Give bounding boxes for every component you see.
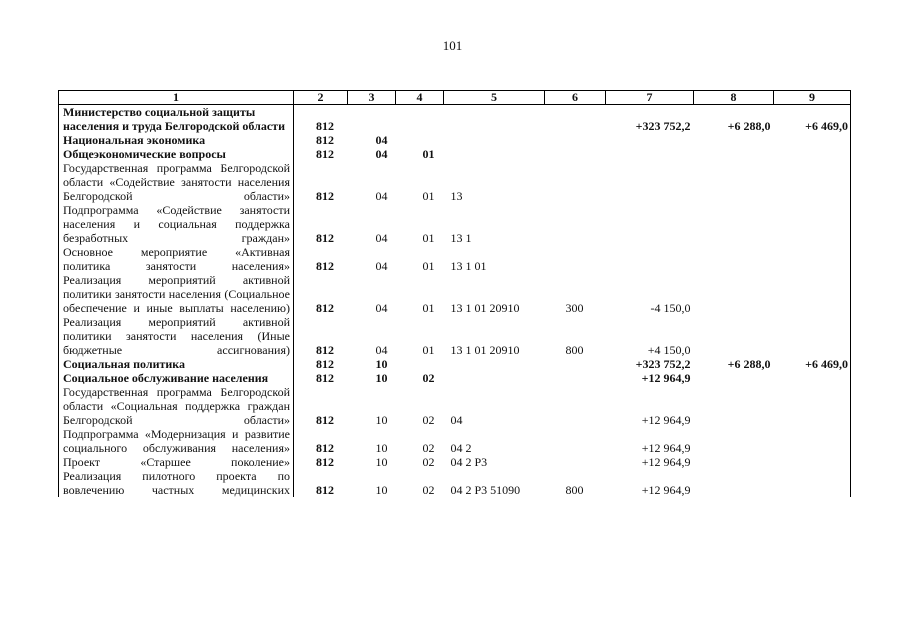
subsection-code-cell: 01: [422, 343, 435, 357]
subsection-code-cell: 02: [422, 371, 435, 385]
subsection-code-cell: 02: [422, 483, 435, 497]
target-article-cell: 04 2 Р3: [450, 455, 488, 469]
amount-cell-3: [774, 427, 851, 455]
amount-cell-3: [774, 203, 851, 245]
amount-cell-2: +6 288,0: [727, 357, 771, 371]
column-header: 5: [444, 91, 545, 105]
row-name-cell: Государственная программа Белгородской области «Содействие занятости населения Белгородской области»: [59, 161, 294, 203]
row-name-cell: Реализация пилотного проекта по вовлечению частных медицинских: [59, 469, 294, 497]
subsection-code-cell: 02: [422, 455, 435, 469]
column-header: 4: [396, 91, 444, 105]
table-body: [59, 105, 851, 498]
row-name-cell: Министерство социальной защиты населения и труда Белгородской области: [59, 105, 294, 134]
amount-cell: +323 752,2: [635, 357, 691, 371]
table-row: [59, 161, 851, 203]
section-code-cell: 10: [375, 441, 388, 455]
amount-cell: +12 964,9: [641, 413, 691, 427]
section-code-cell: 04: [375, 133, 388, 147]
amount-cell: -4 150,0: [650, 301, 691, 315]
amount-cell: [606, 133, 694, 147]
subsection-code-cell: 01: [422, 147, 435, 161]
expense-type-cell: [545, 133, 606, 147]
gr-code-cell: 812: [316, 413, 334, 427]
table-row: [59, 245, 851, 273]
row-name-cell: Реализация мероприятий активной политики занятости населения (Социальное обеспечение и иные выплаты населению): [59, 273, 294, 315]
gr-code-cell: 812: [316, 371, 334, 385]
gr-code-cell: 812: [316, 259, 334, 273]
column-header: 8: [694, 91, 774, 105]
expense-type-cell: [545, 385, 606, 427]
column-header: 7: [606, 91, 694, 105]
expense-type-cell: 800: [565, 343, 584, 357]
section-code-cell: 10: [375, 483, 388, 497]
amount-cell: [606, 147, 694, 161]
gr-code-cell: 812: [316, 189, 334, 203]
amount-cell: +12 964,9: [641, 441, 691, 455]
table-row: [59, 357, 851, 371]
gr-code-cell: 812: [316, 133, 334, 147]
column-header: 9: [774, 91, 851, 105]
column-header: 6: [545, 91, 606, 105]
table-row: [59, 133, 851, 147]
row-name-cell: Реализация мероприятий активной политики занятости населения (Иные бюджетные ассигнования): [59, 315, 294, 357]
amount-cell: +12 964,9: [641, 455, 691, 469]
expense-type-cell: 800: [565, 483, 584, 497]
expense-type-cell: 300: [565, 301, 584, 315]
expense-type-cell: [545, 203, 606, 245]
gr-code-cell: 812: [316, 483, 334, 497]
amount-cell-2: [694, 133, 774, 147]
section-code-cell: 04: [375, 259, 388, 273]
amount-cell-3: +6 469,0: [774, 105, 851, 134]
table-row: [59, 203, 851, 245]
table-row: [59, 385, 851, 427]
amount-cell-3: [774, 315, 851, 357]
amount-cell: +12 964,9: [641, 371, 691, 385]
row-name-cell: Государственная программа Белгородской области «Социальная поддержка граждан Белгородской области»: [59, 385, 294, 427]
gr-code-cell: 812: [316, 119, 334, 133]
budget-table: [58, 90, 851, 497]
amount-cell-3: [774, 245, 851, 273]
row-name-cell: Подпрограмма «Содействие занятости населения и социальная поддержка безработных граждан»: [59, 203, 294, 245]
amount-cell-2: [694, 147, 774, 161]
amount-cell-3: +6 469,0: [774, 357, 851, 371]
amount-cell-2: [694, 427, 774, 455]
row-name-cell: Проект «Старшее поколение»: [59, 455, 294, 469]
gr-code-cell: 812: [316, 147, 334, 161]
table-row: [59, 469, 851, 497]
expense-type-cell: [545, 455, 606, 469]
target-article-cell: [444, 371, 545, 385]
target-article-cell: 13 1 01 20910: [450, 301, 520, 315]
row-name-cell: Национальная экономика: [59, 133, 294, 147]
amount-cell: +323 752,2: [635, 119, 691, 133]
row-name-cell: Общеэкономические вопросы: [59, 147, 294, 161]
section-code-cell: 04: [375, 343, 388, 357]
subsection-code-cell: 01: [422, 259, 435, 273]
target-article-cell: [444, 357, 545, 371]
target-article-cell: 04: [450, 413, 463, 427]
subsection-code-cell: 02: [422, 413, 435, 427]
gr-code-cell: 812: [316, 343, 334, 357]
amount-cell-2: [694, 273, 774, 315]
amount-cell-3: [774, 455, 851, 469]
subsection-code-cell: 01: [422, 189, 435, 203]
gr-code-cell: 812: [316, 301, 334, 315]
section-code-cell: [348, 105, 396, 134]
amount-cell-3: [774, 147, 851, 161]
amount-cell-2: +6 288,0: [727, 119, 771, 133]
subsection-code-cell: [396, 133, 444, 147]
target-article-cell: 04 2: [450, 441, 472, 455]
gr-code-cell: 812: [316, 441, 334, 455]
target-article-cell: 13: [450, 189, 463, 203]
row-name-cell: Подпрограмма «Модернизация и развитие социального обслуживания населения»: [59, 427, 294, 455]
amount-cell-2: [694, 203, 774, 245]
subsection-code-cell: [396, 357, 444, 371]
subsection-code-cell: 02: [422, 441, 435, 455]
target-article-cell: [444, 105, 545, 134]
expense-type-cell: [545, 147, 606, 161]
column-header: 1: [59, 91, 294, 105]
target-article-cell: [444, 133, 545, 147]
table-row: [59, 427, 851, 455]
section-code-cell: 10: [375, 413, 388, 427]
table-row: [59, 147, 851, 161]
expense-type-cell: [545, 371, 606, 385]
section-code-cell: 04: [375, 301, 388, 315]
amount-cell-3: [774, 161, 851, 203]
target-article-cell: 13 1 01: [450, 259, 487, 273]
row-name-cell: Основное мероприятие «Активная политика занятости населения»: [59, 245, 294, 273]
amount-cell-2: [694, 371, 774, 385]
amount-cell-2: [694, 161, 774, 203]
expense-type-cell: [545, 427, 606, 455]
target-article-cell: 13 1 01 20910: [450, 343, 520, 357]
row-name-cell: Социальное обслуживание населения: [59, 371, 294, 385]
amount-cell-3: [774, 469, 851, 497]
expense-type-cell: [545, 105, 606, 134]
amount-cell-3: [774, 385, 851, 427]
table-header-row: [59, 91, 851, 105]
subsection-code-cell: 01: [422, 301, 435, 315]
section-code-cell: 10: [375, 455, 388, 469]
table-row: [59, 105, 851, 134]
gr-code-cell: 812: [316, 231, 334, 245]
section-code-cell: 04: [375, 231, 388, 245]
table-row: [59, 315, 851, 357]
amount-cell: [606, 203, 694, 245]
table-row: [59, 455, 851, 469]
table-row: [59, 371, 851, 385]
table-row: [59, 273, 851, 315]
expense-type-cell: [545, 357, 606, 371]
section-code-cell: 10: [375, 371, 388, 385]
target-article-cell: 04 2 Р3 51090: [450, 483, 521, 497]
column-header: 3: [348, 91, 396, 105]
expense-type-cell: [545, 161, 606, 203]
amount-cell: +12 964,9: [641, 483, 691, 497]
amount-cell-2: [694, 385, 774, 427]
amount-cell: +4 150,0: [647, 343, 691, 357]
target-article-cell: 13 1: [450, 231, 472, 245]
amount-cell-3: [774, 371, 851, 385]
amount-cell-2: [694, 245, 774, 273]
section-code-cell: 04: [375, 147, 388, 161]
subsection-code-cell: 01: [422, 231, 435, 245]
section-code-cell: 04: [375, 189, 388, 203]
section-code-cell: 10: [375, 357, 388, 371]
subsection-code-cell: [396, 105, 444, 134]
target-article-cell: [444, 147, 545, 161]
page-number: 101: [442, 38, 463, 53]
amount-cell-3: [774, 133, 851, 147]
column-header: 2: [294, 91, 348, 105]
row-name-cell: Социальная политика: [59, 357, 294, 371]
amount-cell: [606, 245, 694, 273]
gr-code-cell: 812: [316, 455, 334, 469]
amount-cell-2: [694, 455, 774, 469]
amount-cell-2: [694, 469, 774, 497]
amount-cell: [606, 161, 694, 203]
amount-cell-3: [774, 273, 851, 315]
amount-cell-2: [694, 315, 774, 357]
gr-code-cell: 812: [316, 357, 334, 371]
expense-type-cell: [545, 245, 606, 273]
